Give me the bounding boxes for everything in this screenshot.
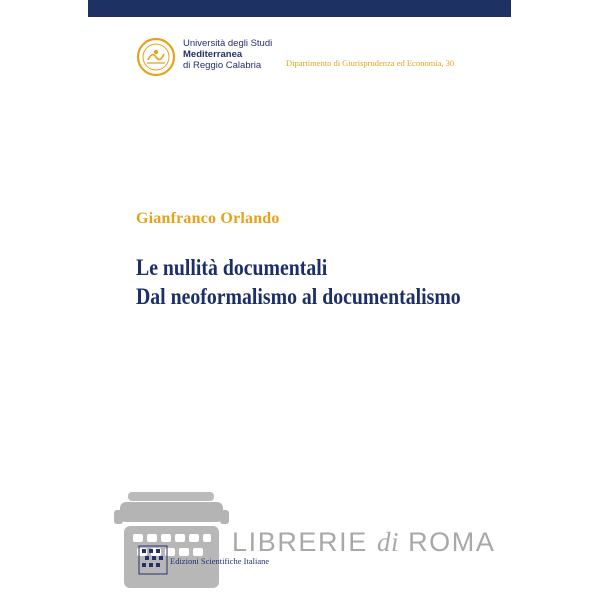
university-line-3: di Reggio Calabria: [183, 60, 262, 71]
book-title: [136, 253, 461, 311]
university-seal-icon: [136, 37, 176, 77]
publisher-name: Edizioni Scientifiche Italiane: [170, 556, 270, 566]
publisher-logo-icon: [138, 545, 168, 575]
watermark-word-3: ROMA: [408, 527, 496, 557]
watermark-word-2: di: [376, 527, 399, 557]
author-name: Gianfranco Orlando: [136, 210, 280, 227]
title-line-2: Dal neoformalismo al documentalismo: [136, 284, 461, 309]
university-line-2: Mediterranea: [183, 49, 243, 60]
title-line-1: Le nullità documentali: [136, 255, 328, 280]
university-line-1: Università degli Studi: [183, 38, 273, 49]
university-name: [183, 38, 272, 71]
watermark-word-1: LIBRERIE: [232, 527, 368, 557]
top-color-bar: [88, 0, 511, 17]
watermark-text: [232, 527, 495, 558]
typewriter-icon: [114, 488, 229, 592]
series-label: Dipartimento di Giurisprudenza ed Economia, 30: [286, 58, 455, 68]
